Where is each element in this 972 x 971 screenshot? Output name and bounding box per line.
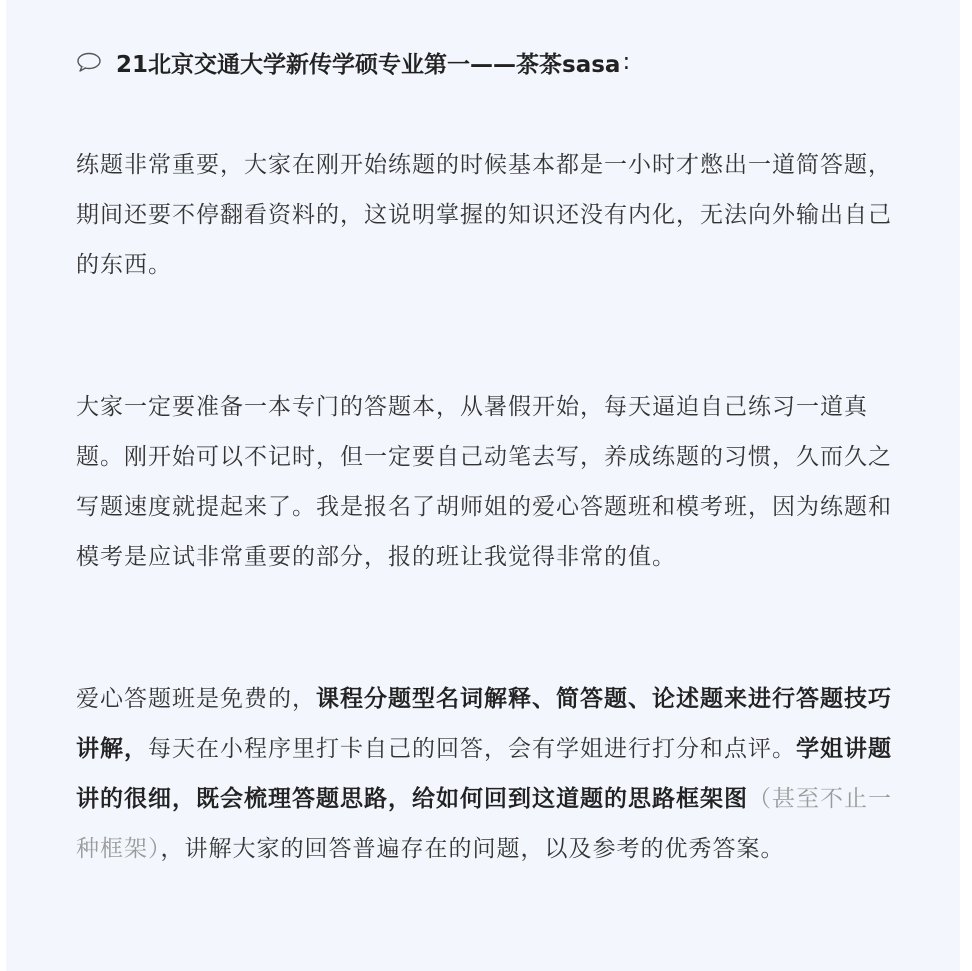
comment-header (76, 38, 630, 86)
paragraph-3-bold-course: 课程分题型名词解释、简答题、论述题来进行答题技巧讲解， (76, 686, 892, 762)
article-card (6, 0, 960, 971)
paragraph-3-note: （甚至不止一种框架） (76, 786, 892, 862)
paragraph-2: 大家一定要准备一本专门的答题本，从暑假开始，每天逼迫自己练习一道真题。刚开始可以不记时，但一定要自己动笔去写，养成练题的习惯，久而久之写题速度就提起来了。我是报名了胡师姐的爱心答题班和模考班，因为练题和模考是应试非常重要的部分，报的班让我觉得非常的值。 (76, 394, 892, 570)
comment-author: 21北京交通大学新传学硕专业第一——茶茶sasa (116, 51, 621, 78)
paragraph-1: 练题非常重要，大家在刚开始练题的时候基本都是一小时才憋出一道简答题，期间还要不停翻看资料的，这说明掌握的知识还没有内化，无法向外输出自己的东西。 (76, 152, 892, 278)
paragraph-3 (76, 674, 912, 874)
paragraph-3-bold-detail: 学姐讲题讲的很细，既会梳理答题思路，给如何回到这道题的思路框架图 (76, 736, 892, 812)
paragraph-3-ending: ，讲解大家的回答普遍存在的问题，以及参考的优秀答案。 (160, 836, 785, 862)
paragraph-3-checkin: 每天在小程序里打卡自己的回答，会有学姐进行打分和点评。 (148, 736, 796, 762)
speech-bubble-icon (76, 51, 102, 73)
author-colon: : (622, 49, 631, 75)
paragraph-3-intro: 爱心答题班是免费的， (76, 686, 316, 712)
